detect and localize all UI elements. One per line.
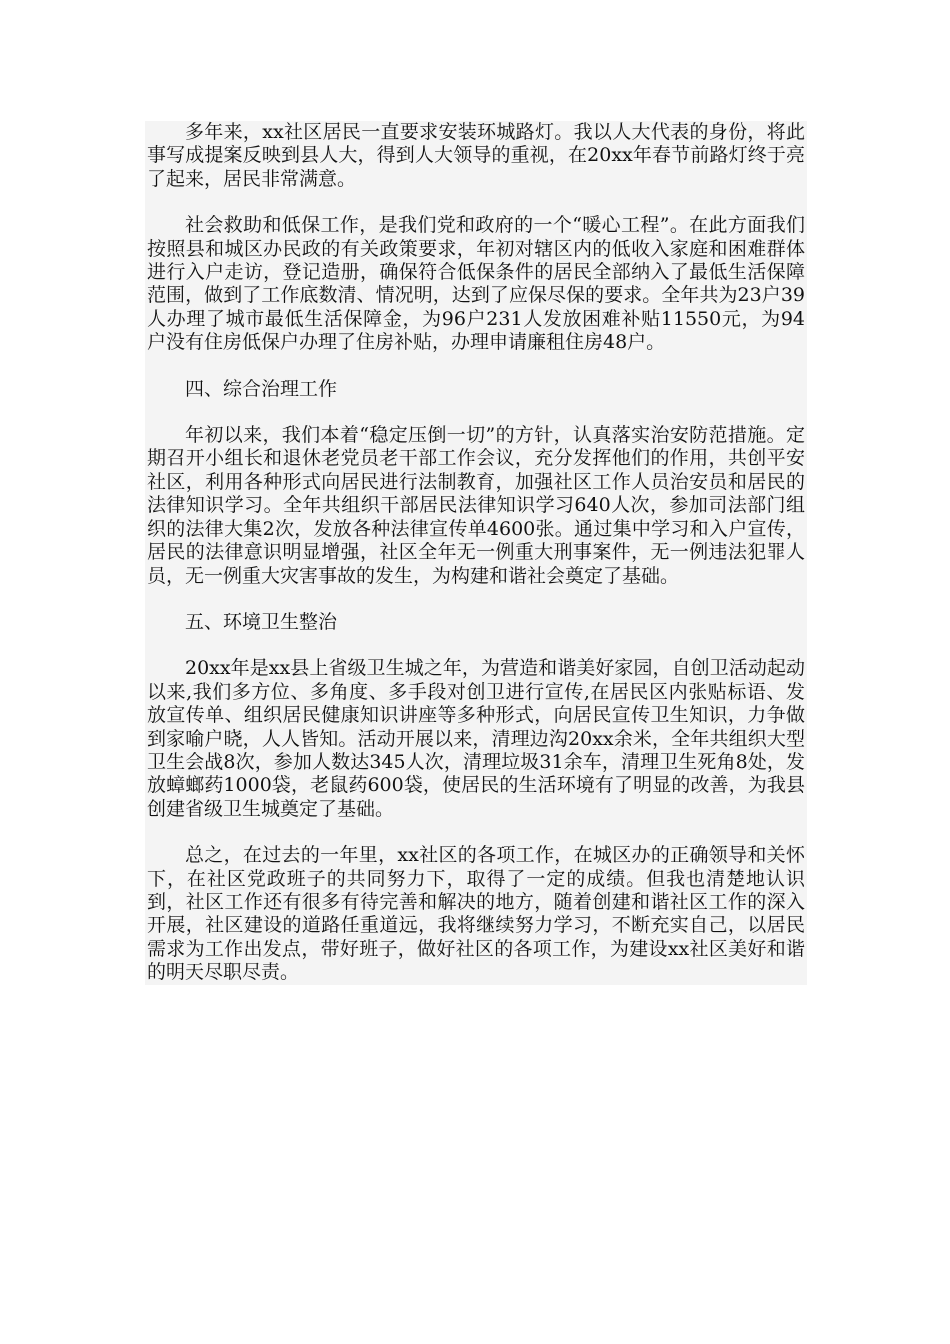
section-heading-environmental-sanitation: 五、环境卫生整治	[185, 610, 338, 633]
paragraph-public-security: 年初以来，我们本着“稳定压倒一切”的方针，认真落实治安防范措施。定期召开小组长和退休老党员老干部工作会议，充分发挥他们的作用，共创平安社区，利用各种形式向居民进行法制教育，加强社区工作人员治安员和居民的法律知识学习。全年共组织干部居民法律知识学习640人次，参加司法部门组织的法律大集2次，发放各种法律宣传单4600张。通过集中学习和入户宣传，居民的法律意识明显增强，社区全年无一例重大刑事案件，无一例违法犯罪人员，无一例重大灾害事故的发生，为构建和谐社会奠定了基础。	[147, 424, 805, 587]
paragraph-gap	[145, 588, 807, 611]
paragraph-gap	[145, 401, 807, 424]
paragraph-conclusion: 总之，在过去的一年里，xx社区的各项工作，在城区办的正确领导和关怀下，在社区党政班子的共同努力下，取得了一定的成绩。但我也清楚地认识到，社区工作还有很多有待完善和解决的地方，随着创建和谐社区工作的深入开展，社区建设的道路任重道远，我将继续努力学习，不断充实自己，以居民需求为工作出发点，带好班子，做好社区的各项工作，为建设xx社区美好和谐的明天尽职尽责。	[147, 844, 805, 984]
paragraph-gap	[145, 634, 807, 657]
paragraph-sanitation-campaign: 20xx年是xx县上省级卫生城之年，为营造和谐美好家园，自创卫活动起动以来,我们多方位、多角度、多手段对创卫进行宣传,在居民区内张贴标语、发放宣传单、组织居民健康知识讲座等多种形式，向居民宣传卫生知识，力争做到家喻户晓，人人皆知。活动开展以来，清理边沟20xx余米，全年共组织大型卫生会战8次，参加人数达345人次，清理垃圾31余车，清理卫生死角8处，发放蟑螂药1000袋，老鼠药600袋，使居民的生活环境有了明显的改善，为我县创建省级卫生城奠定了基础。	[147, 657, 805, 820]
section-heading-comprehensive-governance: 四、综合治理工作	[185, 377, 338, 400]
paragraph-gap	[145, 355, 807, 378]
paragraph-streetlights: 多年来，xx社区居民一直要求安装环城路灯。我以人大代表的身份，将此事写成提案反映到县人大，得到人大领导的重视，在20xx年春节前路灯终于亮了起来，居民非常满意。	[147, 121, 805, 190]
document-body	[145, 121, 807, 985]
paragraph-social-assistance: 社会救助和低保工作，是我们党和政府的一个“暖心工程”。在此方面我们按照县和城区办民政的有关政策要求，年初对辖区内的低收入家庭和困难群体进行入户走访，登记造册，确保符合低保条件的居民全部纳入了最低生活保障范围，做到了工作底数清、情况明，达到了应保尽保的要求。全年共为23户39人办理了城市最低生活保障金，为96户231人发放困难补贴11550元，为94户没有住房低保户办理了住房补贴，办理申请廉租住房48户。	[147, 214, 805, 354]
paragraph-gap	[145, 821, 807, 844]
paragraph-gap	[145, 191, 807, 214]
